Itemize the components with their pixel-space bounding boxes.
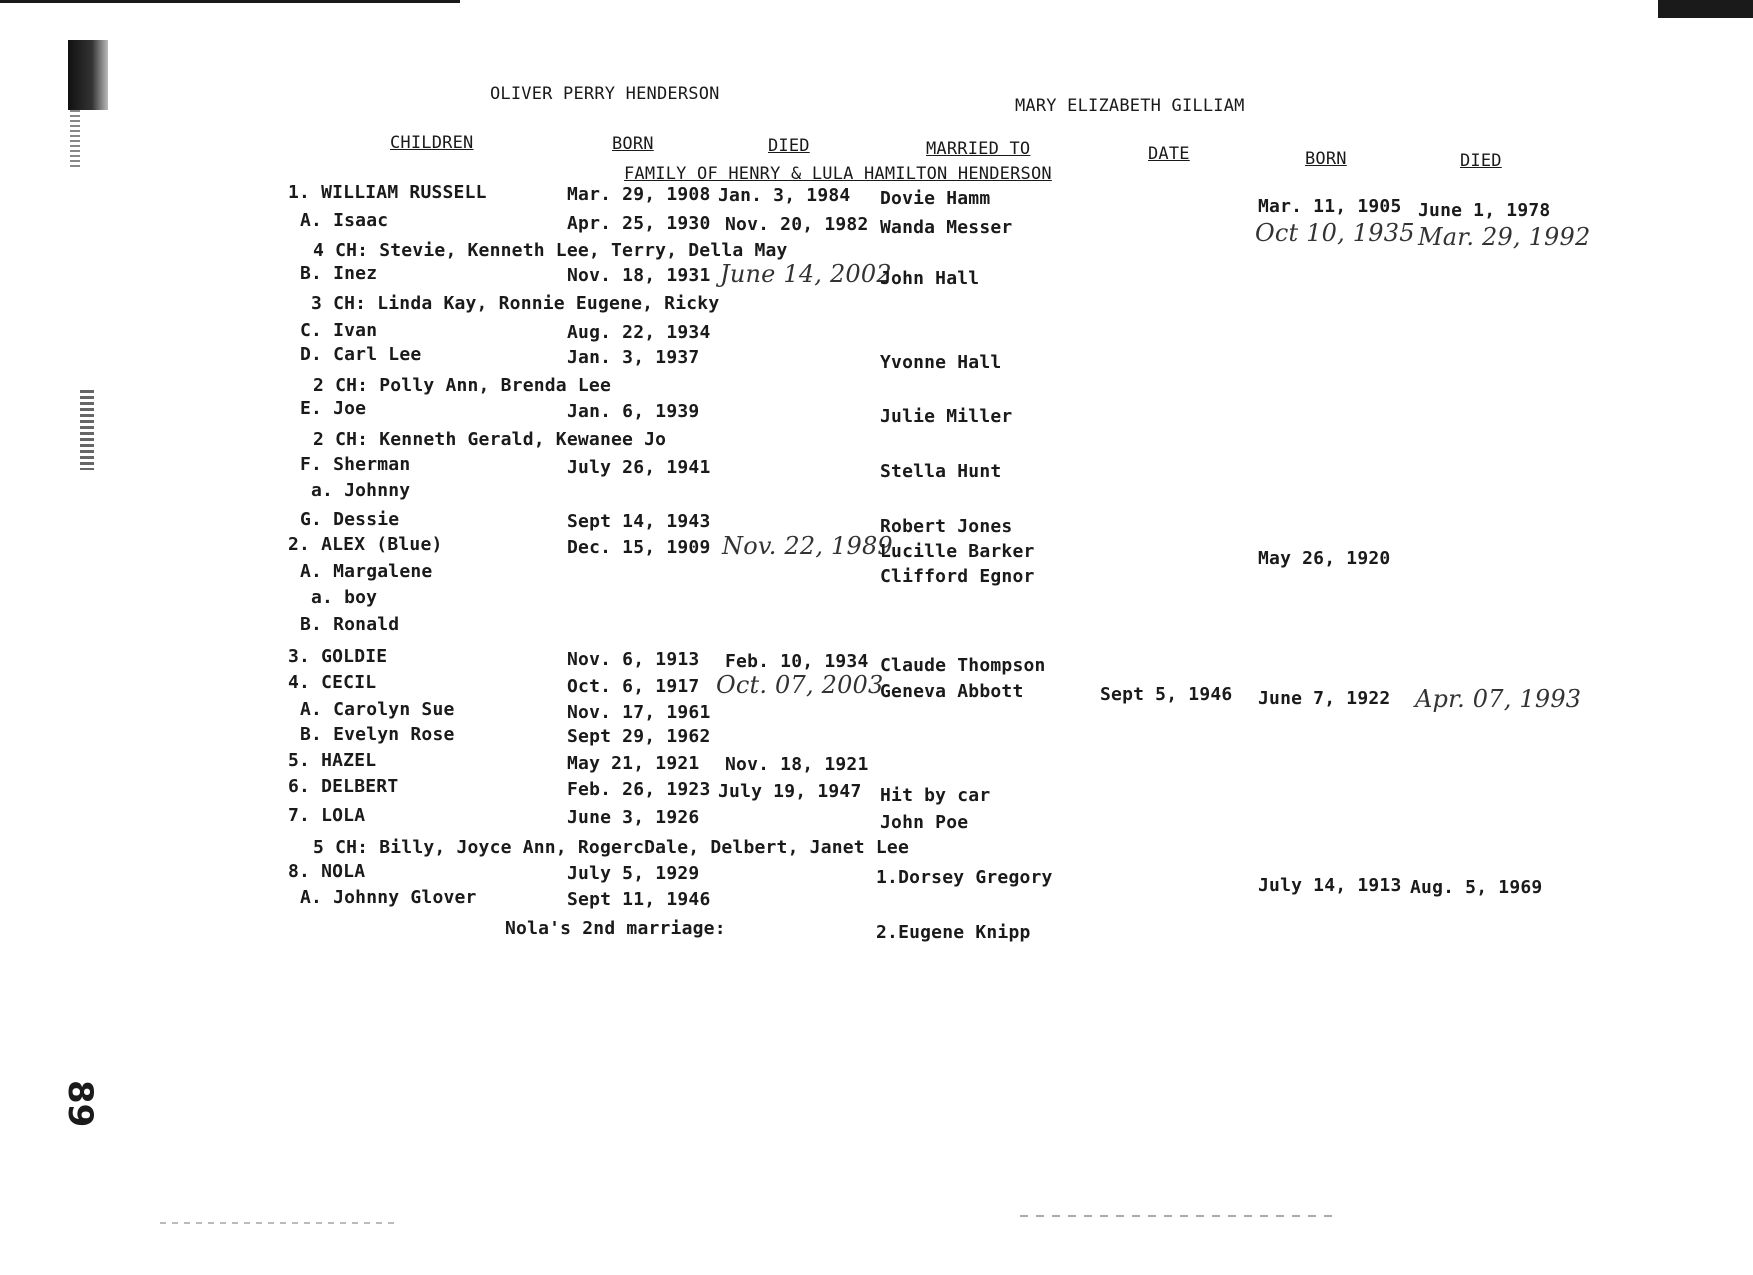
spouse-name: Geneva Abbott — [880, 681, 1024, 702]
child-name: C. Ivan — [300, 320, 378, 341]
born-date: July 26, 1941 — [567, 457, 711, 478]
spouse-name: John Hall — [880, 268, 980, 289]
spouse-died-date: Aug. 5, 1969 — [1410, 877, 1543, 898]
spouse-born-date: June 7, 1922 — [1258, 688, 1391, 709]
born-date: June 3, 1926 — [567, 807, 700, 828]
died-date: Feb. 10, 1934 — [725, 651, 869, 672]
page-number: 89 — [60, 1080, 100, 1128]
died-date-handwritten: June 14, 2002 — [720, 260, 892, 288]
marriage-date: Sept 5, 1946 — [1100, 684, 1233, 705]
death-note: Hit by car — [880, 785, 991, 806]
child-name: 8. NOLA — [288, 861, 366, 882]
child-name: D. Carl Lee — [300, 344, 422, 365]
died-date: Jan. 3, 1984 — [718, 185, 851, 206]
spouse-born-date: Mar. 11, 1905 — [1258, 196, 1402, 217]
child-name: A. Carolyn Sue — [300, 699, 455, 720]
child-name: B. Ronald — [300, 614, 400, 635]
scan-edge-top — [0, 0, 460, 3]
died-date-handwritten: Oct. 07, 2003 — [716, 671, 884, 699]
spouse-name: Yvonne Hall — [880, 352, 1002, 373]
born-date: Feb. 26, 1923 — [567, 779, 711, 800]
child-name: B. Inez — [300, 263, 378, 284]
scan-artifact — [1020, 1215, 1340, 1217]
child-name: E. Joe — [300, 398, 367, 419]
born-date: Sept 11, 1946 — [567, 889, 711, 910]
born-date: July 5, 1929 — [567, 863, 700, 884]
spouse-died-date-handwritten: Apr. 07, 1993 — [1415, 685, 1582, 713]
died-date: Nov. 20, 1982 — [725, 214, 869, 235]
spouse-name: 2.Eugene Knipp — [876, 922, 1031, 943]
column-header-born: BORN — [612, 134, 654, 154]
column-header-died: DIED — [768, 136, 810, 156]
child-name: 3. GOLDIE — [288, 646, 388, 667]
spouse-name: Lucille Barker — [880, 541, 1035, 562]
grandchildren-list: 3 CH: Linda Kay, Ronnie Eugene, Ricky — [311, 293, 720, 314]
born-date: Apr. 25, 1930 — [567, 213, 711, 234]
column-header-spouse-died: DIED — [1460, 151, 1502, 171]
column-header-spouse-born: BORN — [1305, 149, 1347, 169]
father-name: OLIVER PERRY HENDERSON — [490, 84, 720, 104]
grandchildren-list: 2 CH: Polly Ann, Brenda Lee — [313, 375, 611, 396]
spouse-name: Robert Jones — [880, 516, 1013, 537]
spouse-name: Claude Thompson — [880, 655, 1046, 676]
column-header-children: CHILDREN — [390, 133, 474, 153]
grandchild-name: a. boy — [311, 587, 378, 608]
grandchildren-list: 2 CH: Kenneth Gerald, Kewanee Jo — [313, 429, 667, 450]
spouse-name: 1.Dorsey Gregory — [876, 867, 1053, 888]
spouse-name: Clifford Egnor — [880, 566, 1035, 587]
grandchildren-list: 4 CH: Stevie, Kenneth Lee, Terry, Della May — [313, 240, 788, 261]
born-date: Mar. 29, 1908 — [567, 184, 711, 205]
died-date: Nov. 18, 1921 — [725, 754, 869, 775]
died-date: July 19, 1947 — [718, 781, 862, 802]
child-name: A. Margalene — [300, 561, 433, 582]
spouse-name: Dovie Hamm — [880, 188, 991, 209]
spouse-died-date-handwritten: Mar. 29, 1992 — [1418, 223, 1591, 251]
child-name: 1. WILLIAM RUSSELL — [288, 182, 487, 203]
died-date-handwritten: Nov. 22, 1989 — [722, 532, 893, 560]
scan-binding-mark — [68, 40, 108, 110]
column-header-married-to: MARRIED TO — [926, 139, 1031, 159]
born-date: Oct. 6, 1917 — [567, 676, 700, 697]
grandchild-name: a. Johnny — [311, 480, 411, 501]
scan-binding-mark — [80, 390, 94, 470]
child-name: A. Johnny Glover — [300, 887, 477, 908]
grandchildren-list: 5 CH: Billy, Joyce Ann, RogercDale, Delbert, Janet Lee — [313, 837, 909, 858]
born-date: May 21, 1921 — [567, 753, 700, 774]
child-name: F. Sherman — [300, 454, 411, 475]
child-name: G. Dessie — [300, 509, 400, 530]
born-date: Jan. 3, 1937 — [567, 347, 700, 368]
spouse-name: John Poe — [880, 812, 969, 833]
spouse-name: Wanda Messer — [880, 217, 1013, 238]
born-date: Sept 29, 1962 — [567, 726, 711, 747]
child-name: 7. LOLA — [288, 805, 366, 826]
child-name: B. Evelyn Rose — [300, 724, 455, 745]
spouse-born-date-handwritten: Oct 10, 1935 — [1255, 219, 1415, 247]
child-name: 6. DELBERT — [288, 776, 399, 797]
mother-name: MARY ELIZABETH GILLIAM — [1015, 96, 1245, 116]
born-date: Jan. 6, 1939 — [567, 401, 700, 422]
scan-edge-right — [1658, 0, 1753, 18]
born-date: Nov. 18, 1931 — [567, 265, 711, 286]
spouse-name: Stella Hunt — [880, 461, 1002, 482]
born-date: Aug. 22, 1934 — [567, 322, 711, 343]
spouse-died-date: June 1, 1978 — [1418, 200, 1551, 221]
born-date: Sept 14, 1943 — [567, 511, 711, 532]
family-title: FAMILY OF HENRY & LULA HAMILTON HENDERSON — [624, 164, 1052, 184]
spouse-born-date: May 26, 1920 — [1258, 548, 1391, 569]
column-header-date: DATE — [1148, 144, 1190, 164]
scan-artifact — [160, 1222, 400, 1224]
child-name: 4. CECIL — [288, 672, 377, 693]
child-name: 5. HAZEL — [288, 750, 377, 771]
born-date: Nov. 17, 1961 — [567, 702, 711, 723]
second-marriage-label: Nola's 2nd marriage: — [505, 918, 726, 939]
spouse-name: Julie Miller — [880, 406, 1013, 427]
born-date: Dec. 15, 1909 — [567, 537, 711, 558]
born-date: Nov. 6, 1913 — [567, 649, 700, 670]
scan-binding-mark — [70, 110, 80, 170]
child-name: A. Isaac — [300, 210, 389, 231]
spouse-born-date: July 14, 1913 — [1258, 875, 1402, 896]
child-name: 2. ALEX (Blue) — [288, 534, 443, 555]
